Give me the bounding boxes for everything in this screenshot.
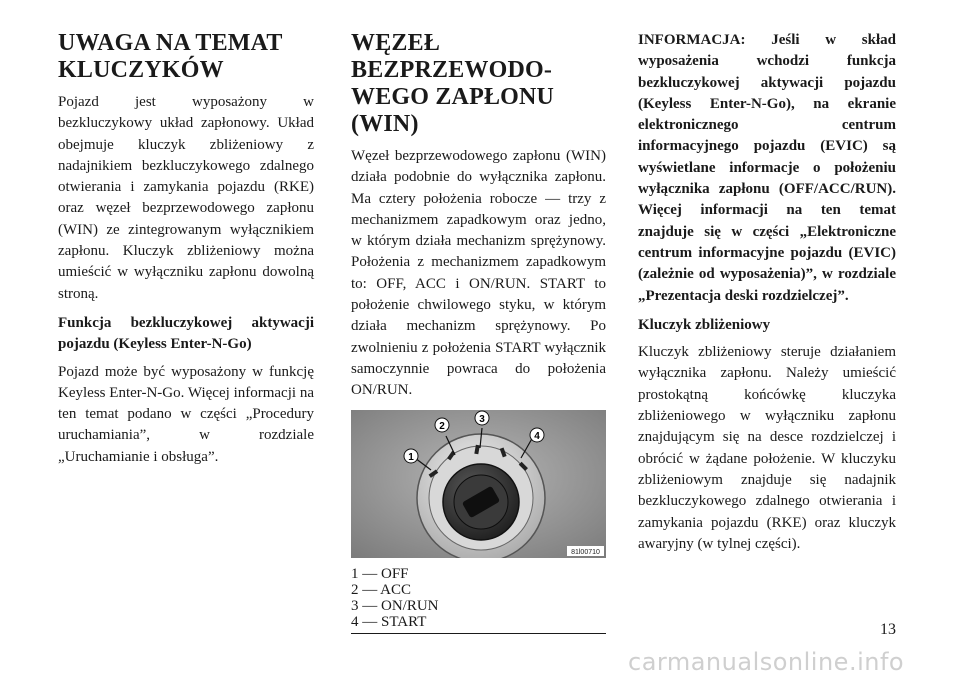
svg-text:4: 4 xyxy=(534,430,540,442)
left-column xyxy=(58,30,314,476)
legend-divider xyxy=(351,633,606,634)
callout-2 xyxy=(435,418,449,432)
win-description-paragraph: Węzeł bezprzewodowego zapłonu (WIN) działa podobnie do wyłącznika zapłonu. Ma cztery położenia robocze — trzy z mechanizmem zapadkowym oraz jedno, w którym działa mechanizm sprężynowy. Położenia z mechanizmem zapadkowym to: OFF, ACC i ON/RUN. START to położenie chwilowego styku, w którym działa mechanizm sprężynowy. Po zwolnieniu z położenia START wyłącznik samoczynnie powraca do położenia ON/RUN. xyxy=(351,148,606,399)
keyless-system-paragraph: Pojazd jest wyposażony w bezkluczykowy układ zapłonowy. Układ obejmuje kluczyk zbliżeniowy z nadajnikiem bezkluczykowego zdalnego otwierania i zamykania pojazdu (RKE) oraz węzeł bezprzewodowego zapłonu (WIN) ze zintegrowanym wyłącznikiem zapłonu. Kluczyk zbliżeniowy można umieścić w wyłączniku zapłonu dowolną stroną. xyxy=(58,94,314,302)
legend-item-start: 4 — START xyxy=(351,613,427,630)
section-title-key-notes: UWAGA NA TEMAT KLUCZYKÓW xyxy=(58,30,283,83)
callout-4 xyxy=(530,428,544,442)
legend-item-acc: 2 — ACC xyxy=(351,581,412,598)
section-title-win: WĘZEŁ BEZPRZEWODO- WEGO ZAPŁONU (WIN) xyxy=(351,30,555,137)
callout-3 xyxy=(475,411,489,425)
position-legend xyxy=(351,566,606,630)
legend-item-off: 1 — OFF xyxy=(351,565,409,582)
figure-code: 81l00710 xyxy=(571,548,600,556)
svg-text:3: 3 xyxy=(479,413,485,425)
svg-text:1: 1 xyxy=(408,451,414,463)
svg-text:2: 2 xyxy=(439,420,445,432)
proximity-key-paragraph: Kluczyk zbliżeniowy steruje działaniem wyłącznika zapłonu. Należy umieścić prostokątną końcówkę kluczyka zbliżeniowego w wyłączniku zapłonu znajdującym się na desce rozdzielczej i obrócić w żądane położenie. W kluczyku zbliżeniowym znajduje się nadajnik bezkluczykowego zdalnego otwierania i zamykania pojazdu (RKE) oraz kluczyk awaryjny (w tylnej części). xyxy=(638,344,896,552)
middle-column xyxy=(351,30,606,634)
keyless-enter-n-go-heading: Funkcja bezkluczykowej aktywacji pojazdu (Keyless Enter-N-Go) xyxy=(58,314,314,353)
page-number: 13 xyxy=(880,621,896,638)
callout-1 xyxy=(404,449,418,463)
ignition-switch-figure xyxy=(351,410,606,558)
proximity-key-heading: Kluczyk zbliżeniowy xyxy=(638,316,771,333)
legend-item-on-run: 3 — ON/RUN xyxy=(351,597,439,614)
watermark: carmanualsonline.info xyxy=(628,648,905,676)
information-note: INFORMACJA: Jeśli w skład wyposażenia wchodzi funkcja bezkluczykowej aktywacji pojazdu (Keyless Enter-N-Go), na ekranie elektronicznego centrum informacyjnego pojazdu (EVIC) są wyświetlane informacje o położeniu wyłącznika zapłonu (OFF/ACC/RUN). Więcej informacji na ten temat znajduje się w części „Elektroniczne centrum informacyjne pojazdu (EVIC) (zależnie od wyposażenia)”, w rozdziale „Prezentacja deski rozdzielczej”. xyxy=(638,32,896,304)
keyless-enter-n-go-paragraph: Pojazd może być wyposażony w funkcję Keyless Enter-N-Go. Więcej informacji na ten temat podano w części „Procedury uruchamiania”, w rozdziale „Uruchamianie i obsługa”. xyxy=(58,363,314,465)
ignition-switch-illustration xyxy=(351,410,606,558)
right-column xyxy=(638,30,896,563)
